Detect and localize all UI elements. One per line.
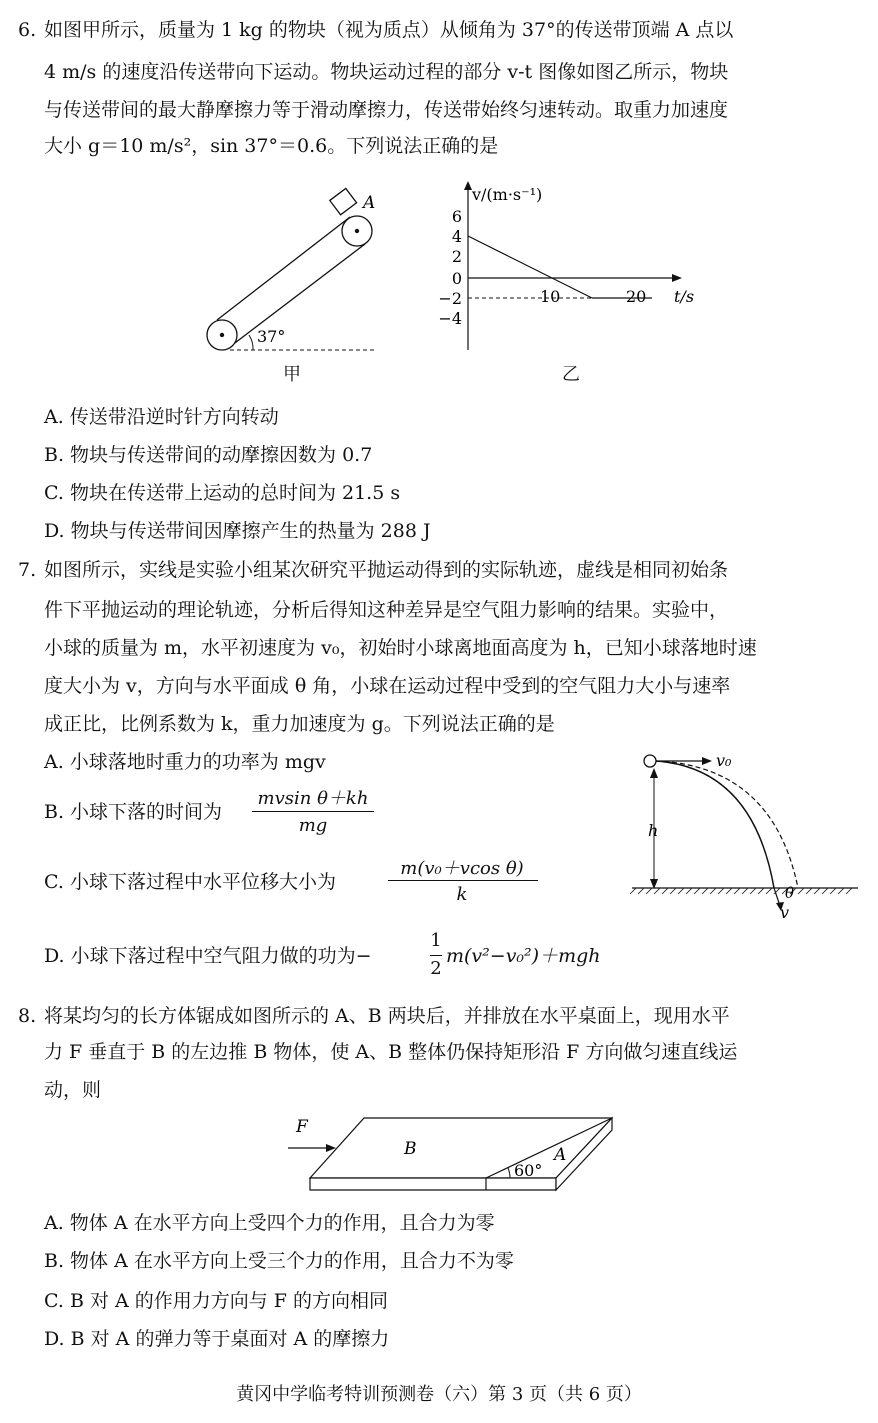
question-7-text-line-4: 度大小为 v，方向与水平面成 θ 角，小球在运动过程中受到的空气阻力大小与速率: [44, 675, 731, 697]
q6-option-c: C. 物块在传送带上运动的总时间为 21.5 s: [44, 482, 401, 504]
h-label: h: [648, 821, 659, 840]
question-8-text-line-2: 力 F 垂直于 B 的左边推 B 物体，使 A、B 整体仍保持矩形沿 F 方向做匀速直线运: [44, 1041, 738, 1063]
y-tick-6: 6: [451, 207, 462, 226]
figure-yi-vt-graph: [420, 178, 695, 353]
point-a-label: A: [363, 193, 376, 213]
question-7-text-line-5: 成正比，比例系数为 k，重力加速度为 g。下列说法正确的是: [44, 713, 555, 735]
fraction-bar: [388, 880, 538, 881]
actual-trajectory: [656, 761, 774, 888]
q8-option-d: D. B 对 A 的弹力等于桌面对 A 的摩擦力: [44, 1328, 390, 1350]
x-axis-label: t/s: [674, 287, 695, 306]
question-8-number: 8.: [18, 1005, 37, 1027]
q7-option-d-prefix: D. 小球下落过程中空气阻力做的功为−: [44, 945, 372, 967]
figure-jia-conveyor-belt: [195, 188, 385, 383]
figure-projectile: [628, 748, 864, 920]
figure-jia-caption: 甲: [283, 364, 301, 385]
question-8-text-line-1: 将某均匀的长方体锯成如图所示的 A、B 两块后，并排放在水平桌面上，现用水平: [44, 1005, 730, 1027]
figure-blocks-ab: [280, 1110, 620, 1198]
figure-yi-caption: 乙: [562, 364, 580, 385]
v-label: v: [780, 903, 790, 922]
x-tick-10: 10: [540, 287, 561, 306]
q7-option-b-prefix: B. 小球下落的时间为: [44, 801, 223, 823]
q8-option-b: B. 物体 A 在水平方向上受三个力的作用，且合力不为零: [44, 1250, 514, 1272]
question-7-text-line-1: 如图所示，实线是实验小组某次研究平抛运动得到的实际轨迹，虚线是相同初始条: [44, 559, 729, 581]
question-6-text-line-1: 如图甲所示，质量为 1 kg 的物块（视为质点）从倾角为 37°的传送带顶端 A 点以: [44, 19, 734, 41]
y-tick-neg2: −2: [438, 289, 462, 308]
block-a-label: A: [554, 1145, 567, 1165]
q6-option-a: A. 传送带沿逆时针方向转动: [44, 406, 279, 428]
question-7-text-line-3: 小球的质量为 m，水平初速度为 v₀，初始时小球离地面高度为 h，已知小球落地时速: [44, 637, 757, 659]
angle-60-label: 60°: [514, 1161, 543, 1180]
fraction-bar: [430, 955, 442, 956]
q7-option-d-suffix: m(v²−v₀²)＋mgh: [446, 945, 601, 967]
q7-option-b-denominator: mg: [298, 815, 328, 836]
q7-option-a: A. 小球落地时重力的功率为 mgv: [44, 751, 326, 773]
vt-line-decel: [468, 236, 592, 298]
force-f-label: F: [296, 1117, 308, 1137]
q7-option-c-denominator: k: [456, 884, 468, 905]
question-7-number: 7.: [18, 559, 37, 581]
q6-option-b: B. 物块与传送带间的动摩擦因数为 0.7: [44, 444, 373, 466]
q6-option-d: D. 物块与传送带间因摩擦产生的热量为 288 J: [44, 520, 431, 542]
question-8-text-line-3: 动，则: [44, 1079, 102, 1101]
ball-icon: [644, 755, 656, 767]
q8-option-c: C. B 对 A 的作用力方向与 F 的方向相同: [44, 1290, 389, 1312]
y-tick-0: 0: [451, 269, 462, 288]
y-tick-neg4: −4: [438, 309, 462, 328]
q7-option-b-numerator: mvsin θ＋kh: [257, 788, 369, 809]
theta-label: θ: [785, 884, 795, 902]
y-tick-4: 4: [451, 227, 462, 246]
x-tick-20: 20: [626, 287, 647, 306]
question-6-text-line-4: 大小 g＝10 m/s²，sin 37°＝0.6。下列说法正确的是: [44, 135, 499, 157]
q8-option-a: A. 物体 A 在水平方向上受四个力的作用，且合力为零: [44, 1212, 495, 1234]
y-tick-2: 2: [451, 247, 462, 266]
page-footer: 黄冈中学临考特训预测卷（六）第 3 页（共 6 页）: [236, 1384, 642, 1405]
question-6-text-line-3: 与传送带间的最大静摩擦力等于滑动摩擦力，传送带始终匀速转动。取重力加速度: [44, 99, 729, 121]
angle-37-label: 37°: [257, 327, 286, 346]
block-icon: [330, 188, 357, 214]
q7-option-c-prefix: C. 小球下落过程中水平位移大小为: [44, 871, 336, 893]
theory-trajectory: [656, 761, 798, 888]
block-b-label: B: [404, 1139, 417, 1159]
question-7-text-line-2: 件下平抛运动的理论轨迹，分析后得知这种差异是空气阻力影响的结果。实验中，: [44, 599, 729, 621]
question-6-number: 6.: [18, 19, 37, 41]
y-axis-label: v/(m·s⁻¹): [472, 185, 543, 204]
v0-label: v₀: [716, 751, 732, 770]
question-6-text-line-2: 4 m/s 的速度沿传送带向下运动。物块运动过程的部分 v-t 图像如图乙所示，物块: [44, 61, 729, 83]
q7-option-c-numerator: m(v₀＋vcos θ): [400, 858, 524, 879]
fraction-bar: [252, 811, 374, 812]
q7-option-d-denominator: 2: [430, 958, 442, 979]
q7-option-d-numerator: 1: [430, 930, 442, 951]
